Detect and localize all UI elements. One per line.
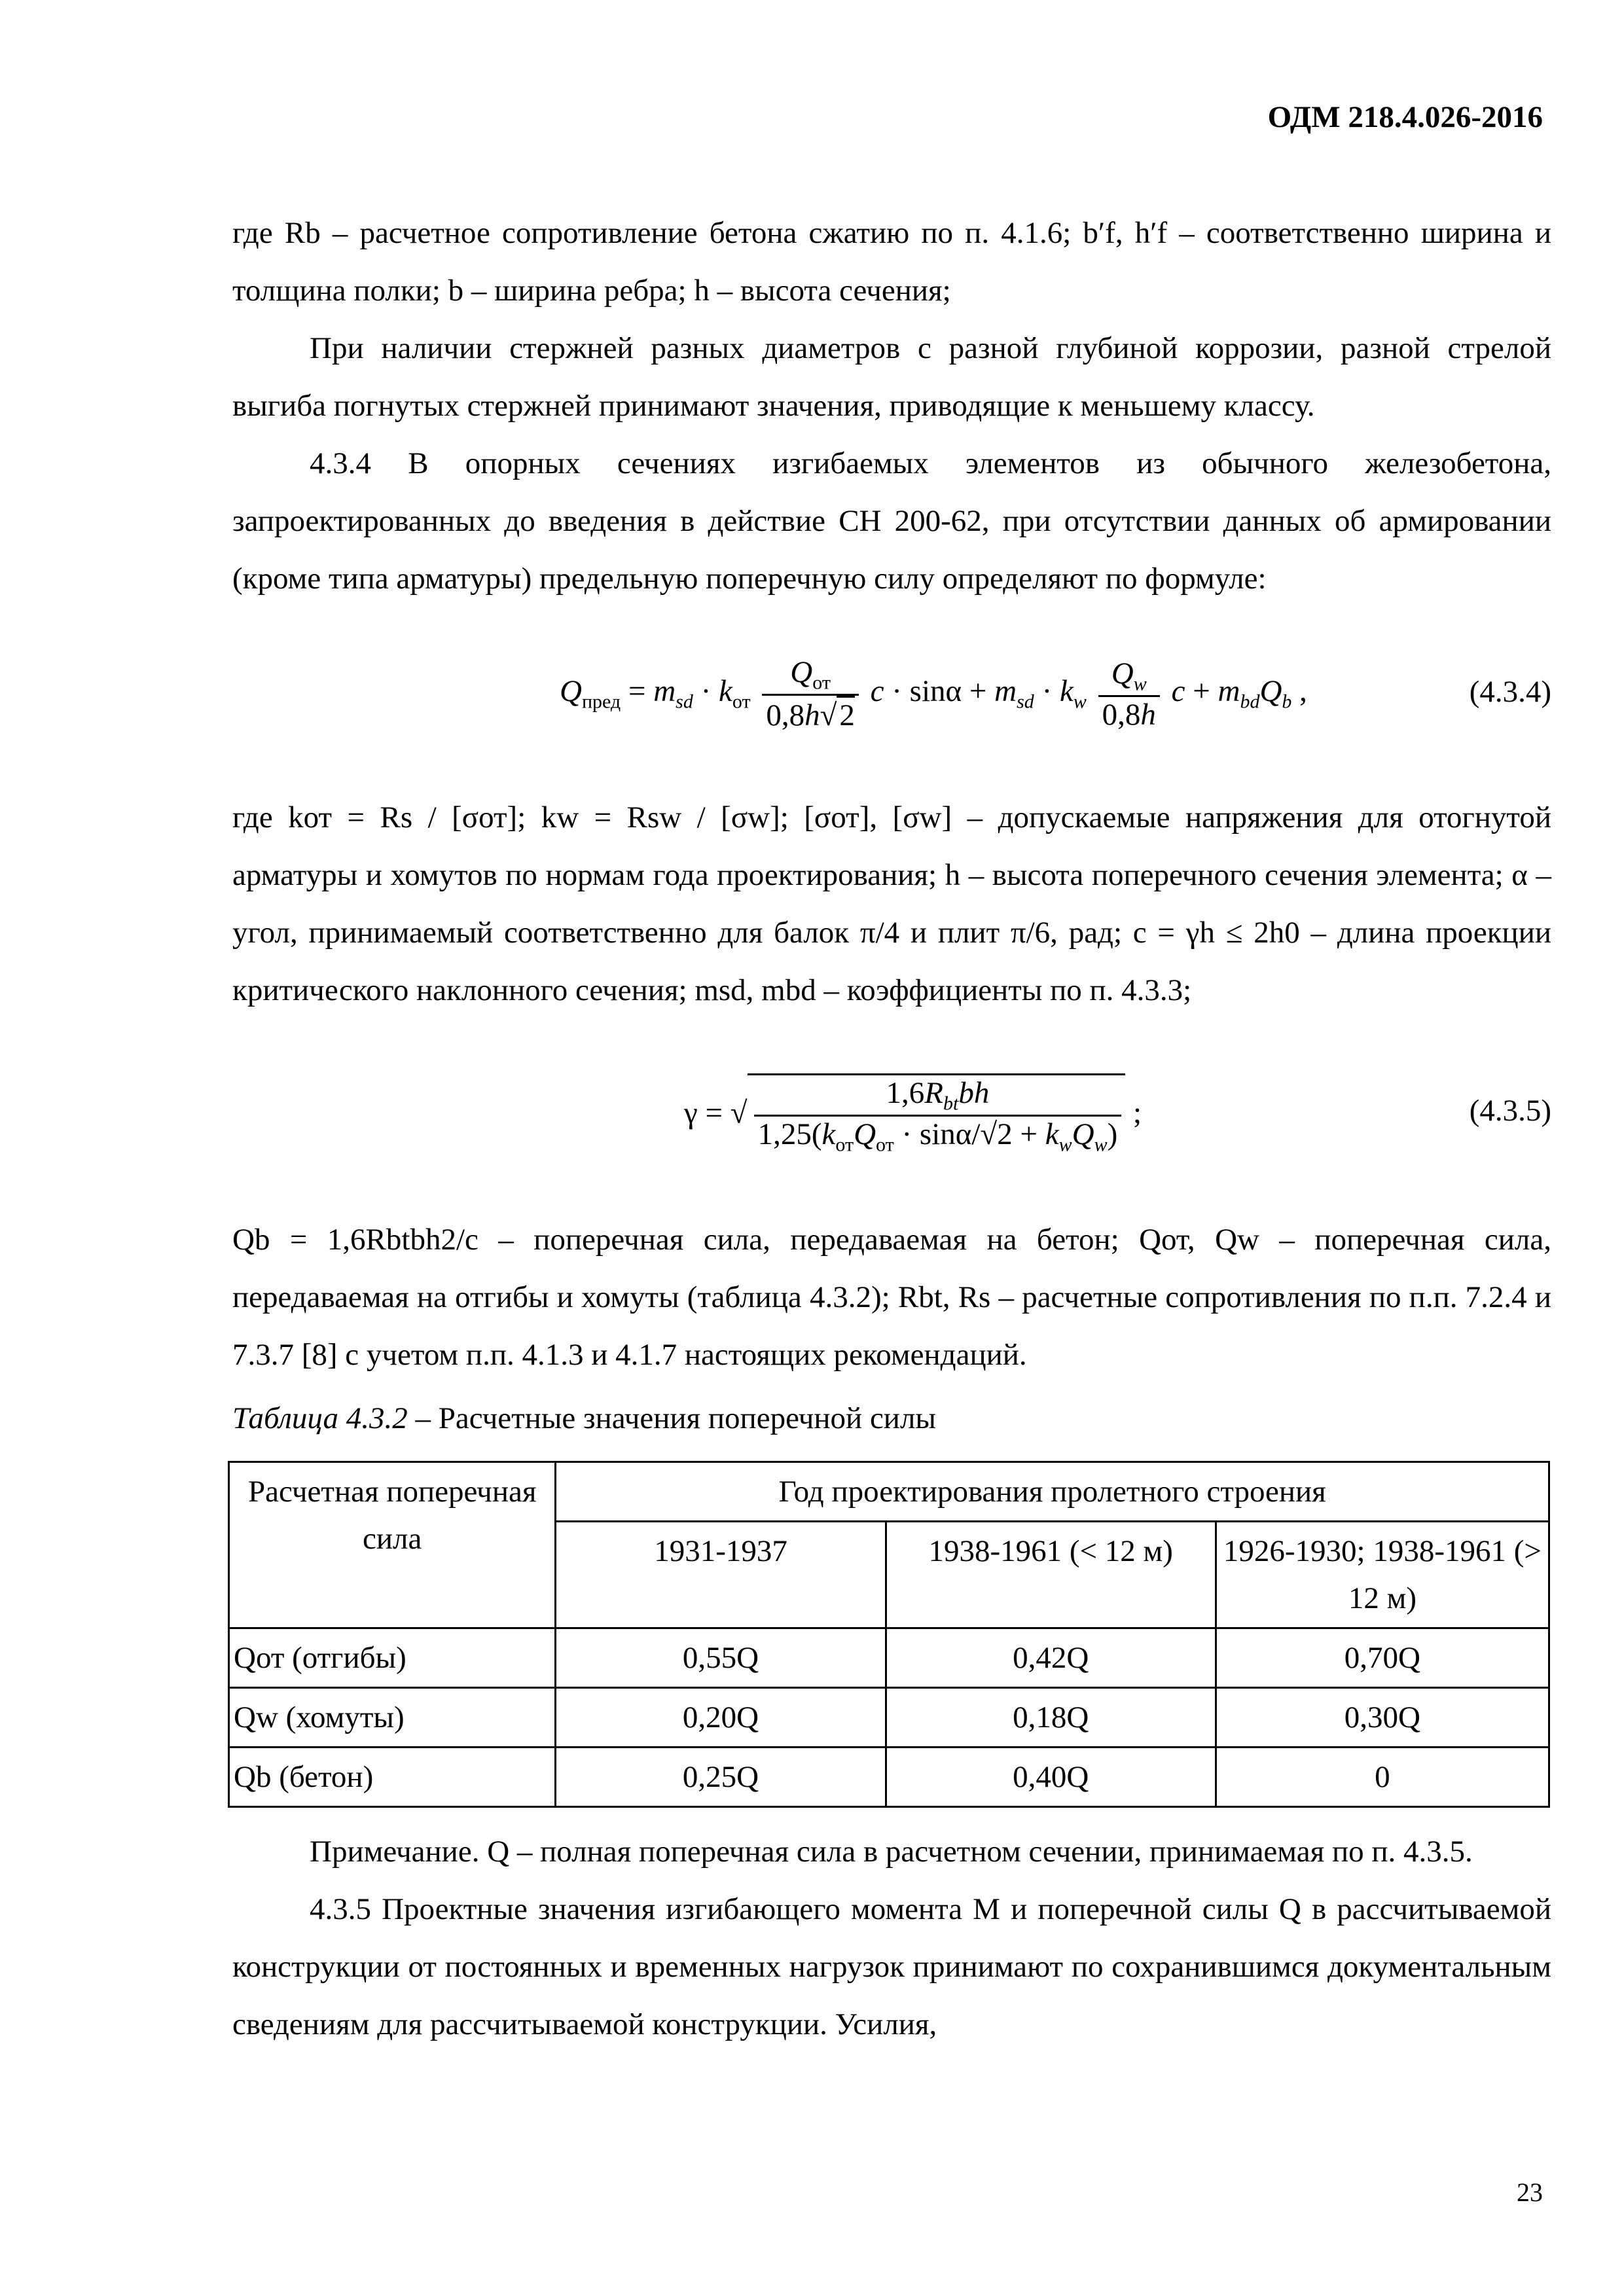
table-header-period-1: 1931-1937 — [556, 1522, 886, 1628]
cell-value: 0,70Q — [1216, 1628, 1549, 1688]
paragraph-note: Примечание. Q – полная поперечная сила в расчетном сечении, принимаемая по п. 4.3.5. — [310, 1835, 1473, 1869]
table-caption — [232, 1401, 936, 1436]
table-row — [229, 1748, 1549, 1807]
paragraph-4-3-4: 4.3.4 В опорных сечениях изгибаемых элементов из обычного железобетона, запроектированных до введения в действие СН 200-62, при отсутствии данных об армировании (кроме типа арматуры) предельную поперечную силу определяют по формуле: — [232, 446, 1551, 596]
paragraph-corrosion: При наличии стержней разных диаметров с разной глубиной коррозии, разной стрелой выгиба погнутых стержней принимают значения, приводящие к меньшему классу. — [232, 331, 1551, 423]
cell-value: 0 — [1216, 1748, 1549, 1807]
text-block-4 — [232, 1823, 1551, 2053]
shear-force-table — [228, 1461, 1550, 1808]
table-caption-title: – Расчетные значения поперечной силы — [407, 1401, 936, 1435]
table-row — [229, 1688, 1549, 1748]
cell-value: 0,30Q — [1216, 1688, 1549, 1748]
row-label: Qb (бетон) — [229, 1748, 556, 1807]
cell-value: 0,25Q — [556, 1748, 886, 1807]
formula-4-3-5-number: (4.3.5) — [1469, 1094, 1551, 1128]
formula-4-3-4 — [232, 648, 1551, 746]
paragraph-coefficients: где kот = Rs / [σот]; kw = Rsw / [σw]; [σот], [σw] – допускаемые напряжения для отогнутой арматуры и хомутов по нормам года проектирования; h – высота поперечного сечения элемента; α – угол, принимаемый соответственно для балок π/4 и плит π/6, рад; c = γh ≤ 2h0 – длина проекции критического наклонного сечения; msd, mbd – коэффициенты по п. 4.3.3; — [232, 800, 1551, 1007]
table-caption-number: Таблица 4.3.2 — [232, 1401, 408, 1435]
table-header-period-2: 1938-1961 (< 12 м) — [886, 1522, 1216, 1628]
formula-4-3-5-expression: γ = √ $\frac{1,6R_{bt}bh}{1,25(k_{от}Q_{от} \cdot \sin\alpha/√2 + k_wQ_w)}$ ; — [684, 1073, 1142, 1157]
table-header-period-3: 1926-1930; 1938-1961 (> 12 м) — [1216, 1522, 1549, 1628]
paragraph-definitions: где Rb – расчетное сопротивление бетона сжатию по п. 4.1.6; b′f, h′f – соответственно ширина и толщина полки; b – ширина ребра; h – высота сечения; — [232, 216, 1551, 308]
cell-value: 0,18Q — [886, 1688, 1216, 1748]
cell-value: 0,42Q — [886, 1628, 1216, 1688]
cell-value: 0,55Q — [556, 1628, 886, 1688]
paragraph-4-3-5: 4.3.5 Проектные значения изгибающего момента M и поперечной силы Q в рассчитываемой конструкции от постоянных и временных нагрузок принимают по сохранившимся документальным сведениям для рассчитываемой конструкции. Усилия, — [232, 1892, 1551, 2041]
cell-value: 0,40Q — [886, 1748, 1216, 1807]
text-block-3 — [232, 1211, 1551, 1384]
formula-4-3-4-number: (4.3.4) — [1469, 675, 1551, 709]
row-label: Qот (отгибы) — [229, 1628, 556, 1688]
text-block-2 — [232, 789, 1551, 1019]
table-header-force: Расчетная поперечная сила — [229, 1462, 556, 1628]
table-header-year-group: Год проектирования пролетного строения — [556, 1462, 1549, 1522]
page-number: 23 — [1517, 2178, 1543, 2207]
cell-value: 0,20Q — [556, 1688, 886, 1748]
table-row — [229, 1628, 1549, 1688]
formula-4-3-5 — [232, 1067, 1551, 1172]
paragraph-qb: Qb = 1,6Rbtbh2/c – поперечная сила, передаваемая на бетон; Qот, Qw – поперечная сила, передаваемая на отгибы и хомуты (таблица 4.3.2); Rbt, Rs – расчетные сопротивления по п.п. 7.2.4 и 7.3.7 [8] с учетом п.п. 4.1.3 и 4.1.7 настоящих рекомендаций. — [232, 1223, 1551, 1372]
formula-4-3-4-expression: $Q_{пред} = m_{sd} \cdot k_{от}$ $\frac{Q_{от}}{0,8h√2}$ $c \cdot \sin\alpha + m_{sd} \cdot k_w$ $\frac{Q_w}{0,8h}$ $c + m_{bd}Q_b$ , — [560, 655, 1307, 733]
document-code: ОДМ 218.4.026-2016 — [1267, 100, 1543, 134]
row-label: Qw (хомуты) — [229, 1688, 556, 1748]
text-block-1 — [232, 204, 1551, 607]
